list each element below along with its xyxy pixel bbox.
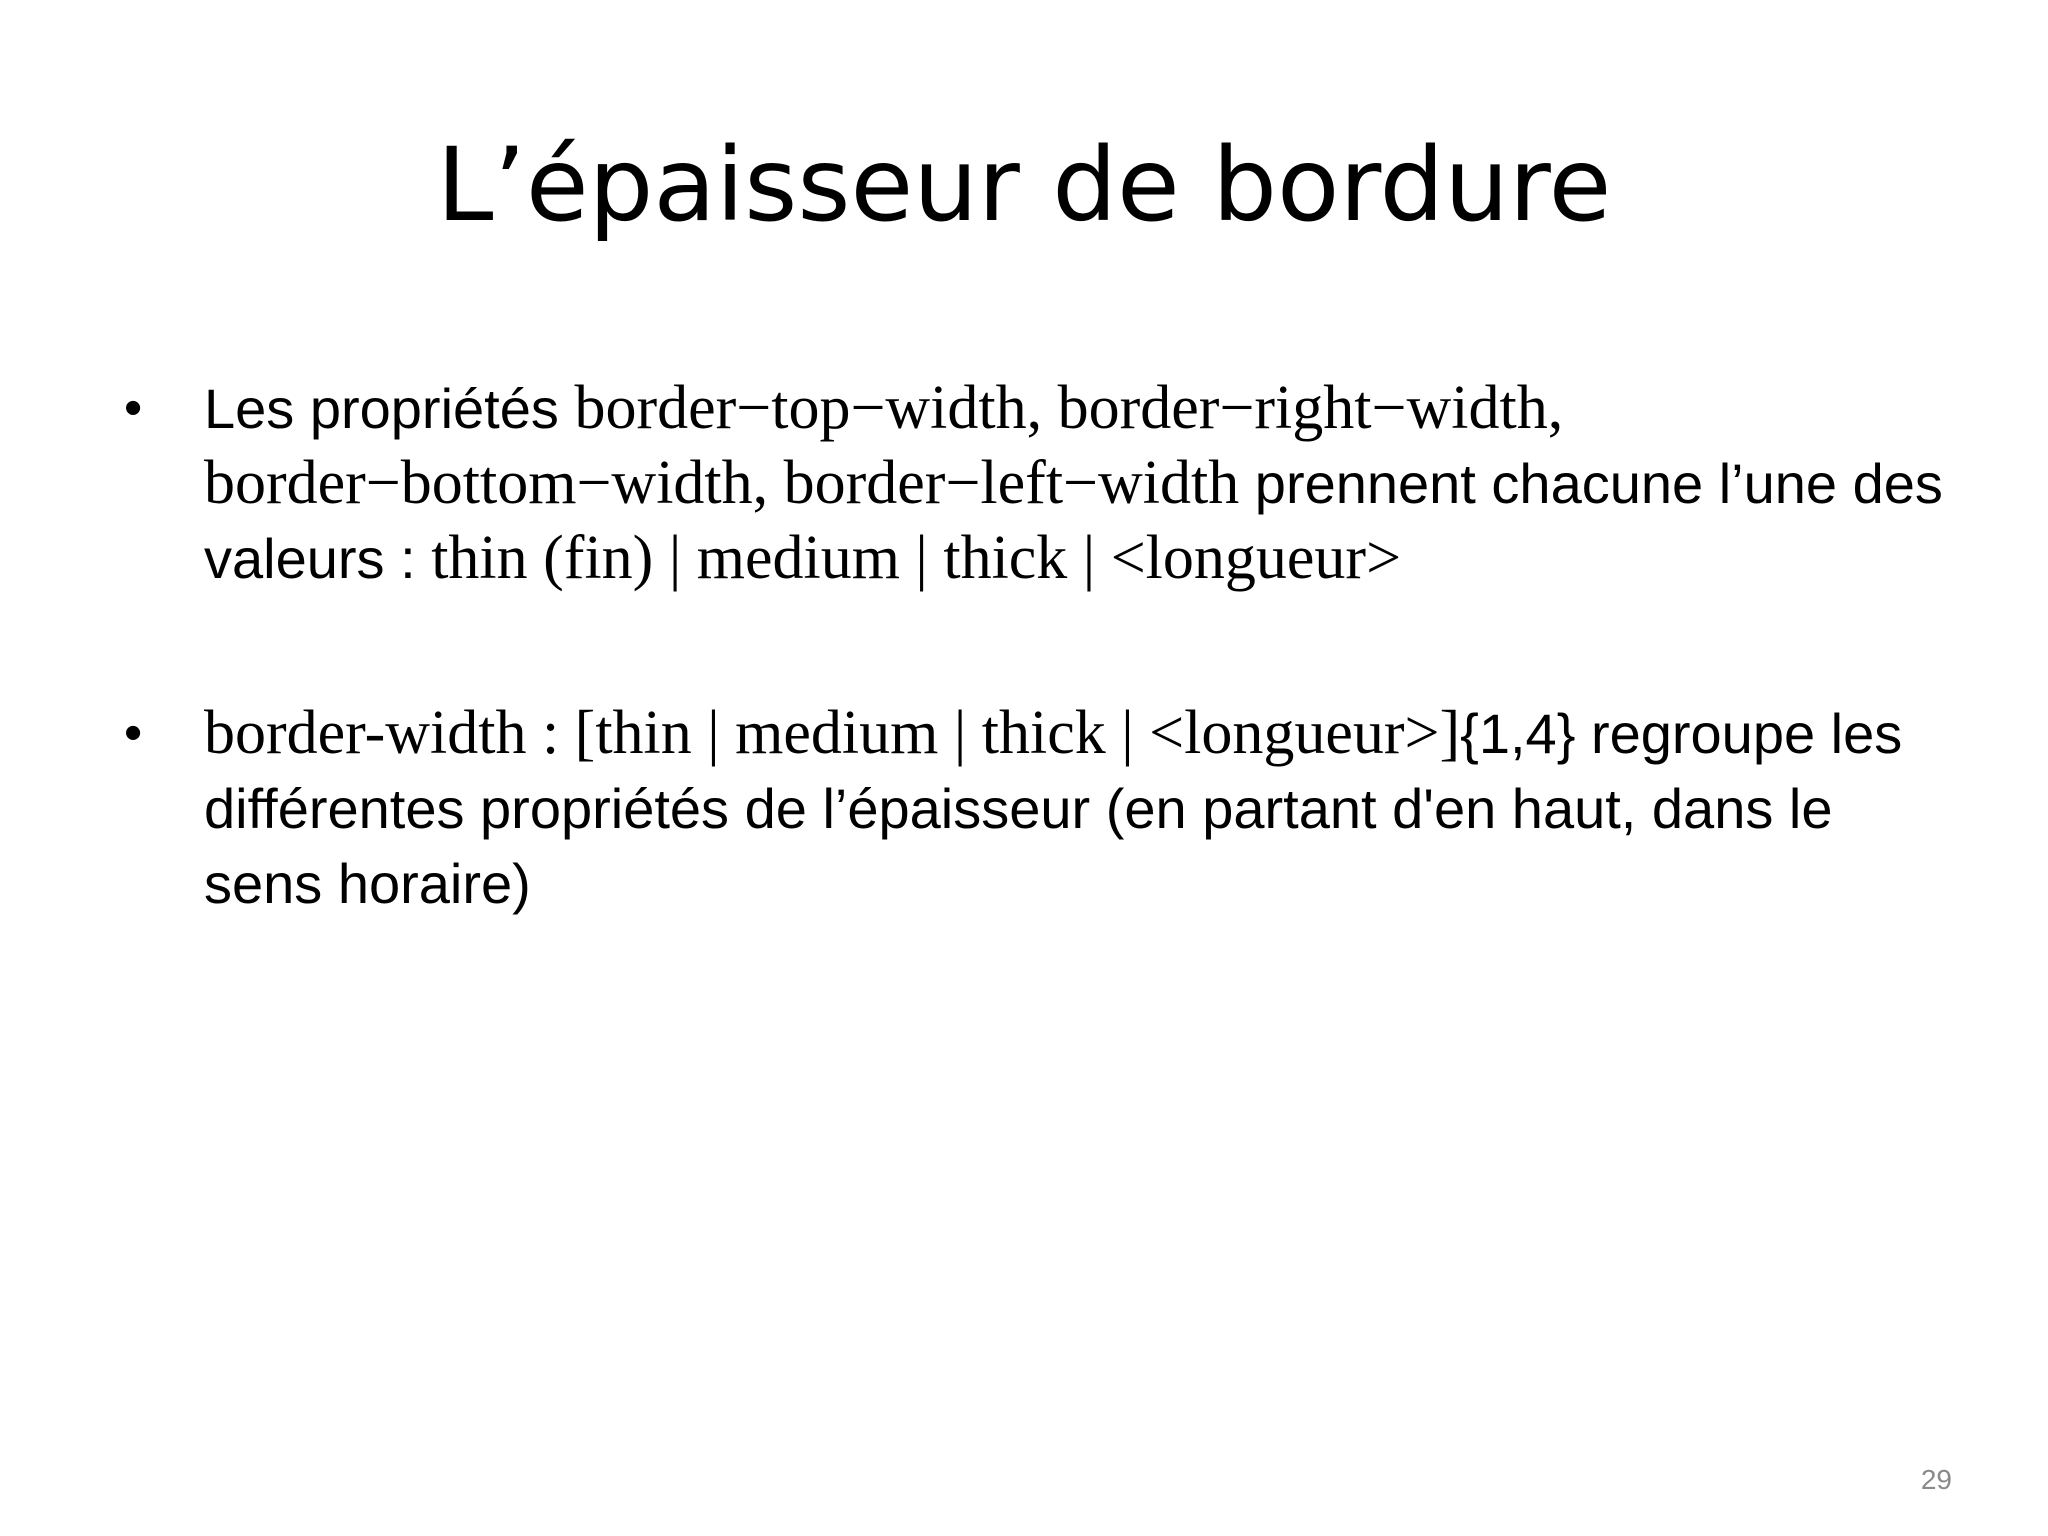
bullet-list — [118, 372, 1958, 1022]
bullet-icon: • — [124, 379, 143, 437]
bullet-item-border-width-shorthand — [118, 697, 1958, 922]
bullet-item-border-side-widths — [118, 372, 1958, 597]
bullet-text-intro: Les propriétés — [204, 377, 575, 440]
bullet-text-property-names: border−top−width, border−right−width, border−bottom−width, border−left−width — [204, 374, 1564, 517]
bullet-text-description: {1,4} regroupe les différentes propriétés de l’épaisseur (en partant d'en haut, dans le sens horaire) — [204, 702, 1903, 915]
bullet-icon: • — [124, 704, 143, 762]
bullet-text-values: thin (fin) | medium | thick | <longueur> — [431, 524, 1402, 592]
bullet-text-syntax: border-width : [thin | medium | thick | <longueur>] — [204, 699, 1461, 767]
bullet-text-middle: prennent chacune l’une des valeurs : — [204, 452, 1943, 590]
slide-title: L’épaisseur de bordure — [436, 126, 1612, 245]
page-number: 29 — [1920, 1464, 1952, 1495]
